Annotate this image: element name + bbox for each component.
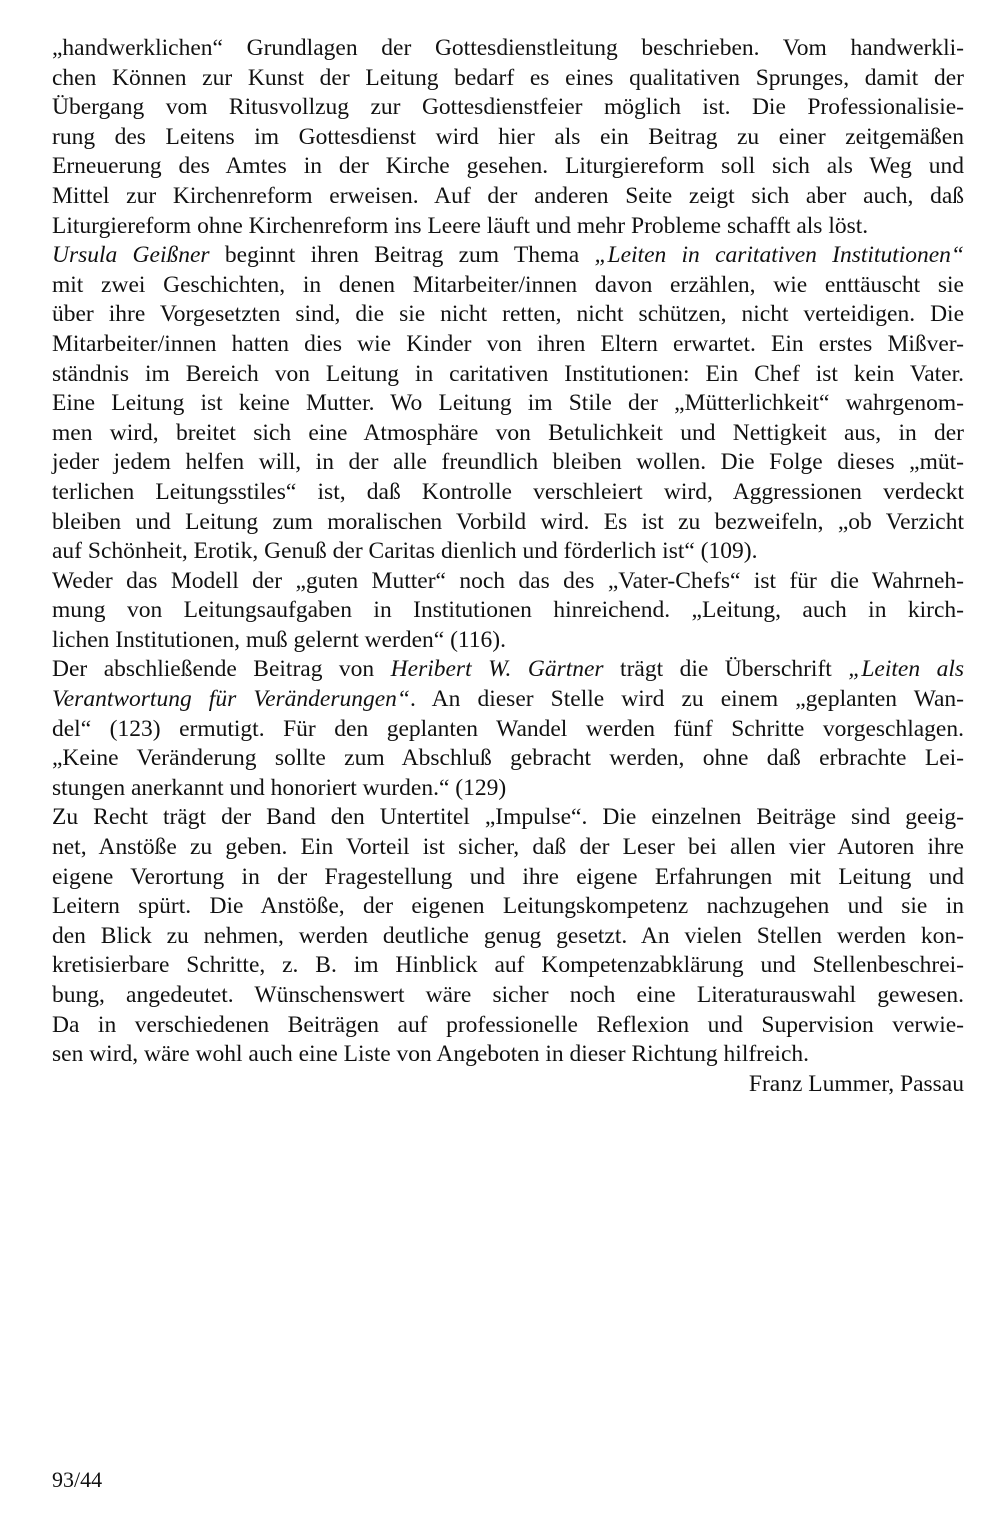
text-line — [52, 626, 964, 656]
text-segment: jeder jedem helfen will, in der alle freundlich bleiben wollen. Die Folge dieses „müt- — [52, 449, 964, 476]
text-segment: Übergang vom Ritusvollzug zur Gottesdienstfeier möglich ist. Die Professionalisie- — [52, 94, 964, 121]
text-segment: Der abschließende Beitrag von — [52, 656, 391, 683]
text-segment: den Blick zu nehmen, werden deutliche genug gesetzt. An vielen Stellen werden kon- — [52, 922, 964, 949]
text-line — [52, 123, 964, 153]
text-segment: auf Schönheit, Erotik, Genuß der Caritas dienlich und förderlich ist“ (109). — [52, 538, 758, 565]
text-segment: men wird, breitet sich eine Atmosphäre von Betulichkeit und Nettigkeit aus, in der — [52, 419, 964, 446]
review-text-body — [52, 34, 964, 1099]
text-segment: mit zwei Geschichten, in denen Mitarbeiter/innen davon erzählen, wie enttäuscht sie — [52, 271, 964, 298]
text-segment: über ihre Vorgesetzten sind, die sie nicht retten, nicht schützen, nicht verteidigen. Die — [52, 301, 964, 328]
text-segment: Mittel zur Kirchenreform erweisen. Auf der anderen Seite zeigt sich aber auch, daß — [52, 182, 964, 209]
text-segment: „handwerklichen“ Grundlagen der Gottesdienstleitung beschrieben. Vom handwerkli- — [52, 35, 964, 61]
text-segment: eigene Verortung in der Fragestellung und ihre eigene Erfahrungen mit Leitung und — [52, 863, 964, 890]
text-segment: „Keine Veränderung sollte zum Abschluß gebracht werden, ohne daß erbrachte Lei- — [52, 745, 964, 772]
text-line — [52, 774, 964, 804]
text-line — [52, 537, 964, 567]
text-segment: ständnis im Bereich von Leitung in caritativen Institutionen: Ein Chef ist kein Vater. — [52, 360, 964, 387]
text-line — [52, 833, 964, 863]
text-line — [52, 596, 964, 626]
text-line — [52, 715, 964, 745]
page-number: 93/44 — [52, 1467, 103, 1492]
text-segment: stungen anerkannt und honoriert wurden.“ (129) — [52, 774, 507, 801]
text-line — [52, 892, 964, 922]
text-line — [52, 1011, 964, 1041]
text-segment: Weder das Modell der „guten Mutter“ noch das des „Vater-Chefs“ ist für die Wahrneh- — [52, 567, 964, 594]
text-segment: Erneuerung des Amtes in der Kirche gesehen. Liturgiereform soll sich als Weg und — [52, 153, 964, 180]
text-line — [52, 803, 964, 833]
text-segment: mung von Leitungsaufgaben in Institutionen hinreichend. „Leitung, auch in kirch- — [52, 597, 964, 624]
text-line — [52, 152, 964, 182]
text-line — [52, 655, 964, 685]
text-segment: Eine Leitung ist keine Mutter. Wo Leitung im Stile der „Mütterlichkeit“ wahrgenom- — [52, 390, 964, 417]
text-line — [52, 389, 964, 419]
text-segment: trägt die Überschrift — [603, 656, 849, 683]
text-line — [52, 685, 964, 715]
text-segment: del“ (123) ermutigt. Für den geplanten Wandel werden fünf Schritte vorgeschlagen. — [52, 715, 964, 742]
text-line — [52, 419, 964, 449]
italic-text: „Leiten als — [848, 656, 964, 683]
text-line — [52, 567, 964, 597]
text-line — [52, 981, 964, 1011]
text-line — [52, 360, 964, 390]
text-line — [52, 1040, 964, 1070]
italic-text: „Leiten in caritativen Institutionen“ — [594, 242, 965, 269]
text-segment: sen wird, wäre wohl auch eine Liste von Angeboten in dieser Richtung hilfreich. — [52, 1041, 810, 1068]
text-line — [52, 93, 964, 123]
text-line — [52, 478, 964, 508]
italic-text: Heribert W. Gärtner — [390, 656, 604, 683]
text-segment: Leitern spürt. Die Anstöße, der eigenen Leitungskompetenz nachzugehen und sie in — [52, 893, 964, 920]
text-segment: beginnt ihren Beitrag zum Thema — [209, 242, 595, 269]
text-line — [52, 212, 964, 242]
text-segment: bung, angedeutet. Wünschenswert wäre sicher noch eine Literaturauswahl gewesen. — [52, 982, 964, 1008]
text-line — [52, 330, 964, 360]
text-line — [52, 508, 964, 538]
text-segment: Mitarbeiter/innen hatten dies wie Kinder von ihren Eltern erwartet. Ein erstes Mißver- — [52, 330, 964, 357]
italic-text: Ursula Geißner — [52, 242, 210, 269]
text-line — [52, 241, 964, 271]
text-segment: kretisierbare Schritte, z. B. im Hinblick auf Kompetenzabklärung und Stellenbeschrei- — [52, 952, 964, 979]
text-line — [52, 182, 964, 212]
text-line — [52, 951, 964, 981]
text-line — [52, 863, 964, 893]
text-segment: . An dieser Stelle wird zu einem „geplanten Wan- — [409, 686, 965, 713]
text-segment: Zu Recht trägt der Band den Untertitel „Impulse“. Die einzelnen Beiträge sind geeig- — [52, 804, 964, 831]
text-segment: net, Anstöße zu geben. Ein Vorteil ist sicher, daß der Leser bei allen vier Autoren ihre — [52, 834, 964, 861]
italic-text: Verantwortung für Veränderungen“ — [52, 686, 410, 713]
text-segment: Da in verschiedenen Beiträgen auf professionelle Reflexion und Supervision verwie- — [52, 1011, 964, 1038]
text-line — [52, 922, 964, 952]
text-line — [52, 34, 964, 64]
text-line — [52, 271, 964, 301]
text-line — [52, 744, 964, 774]
text-segment: lichen Institutionen, muß gelernt werden“ (116). — [52, 626, 506, 653]
text-segment: terlichen Leitungsstiles“ ist, daß Kontrolle verschleiert wird, Aggressionen verdeckt — [52, 478, 964, 505]
text-line — [52, 64, 964, 94]
text-segment: Liturgiereform ohne Kirchenreform ins Leere läuft und mehr Probleme schafft als löst. — [52, 212, 869, 239]
text-line — [52, 448, 964, 478]
text-segment: rung des Leitens im Gottesdienst wird hier als ein Beitrag zu einer zeitgemäßen — [52, 123, 964, 150]
text-segment: chen Können zur Kunst der Leitung bedarf es eines qualitativen Sprunges, damit der — [52, 64, 964, 91]
text-line — [52, 300, 964, 330]
text-segment: bleiben und Leitung zum moralischen Vorbild wird. Es ist zu bezweifeln, „ob Verzicht — [52, 508, 964, 535]
reviewer-signature: Franz Lummer, Passau — [748, 1070, 964, 1097]
